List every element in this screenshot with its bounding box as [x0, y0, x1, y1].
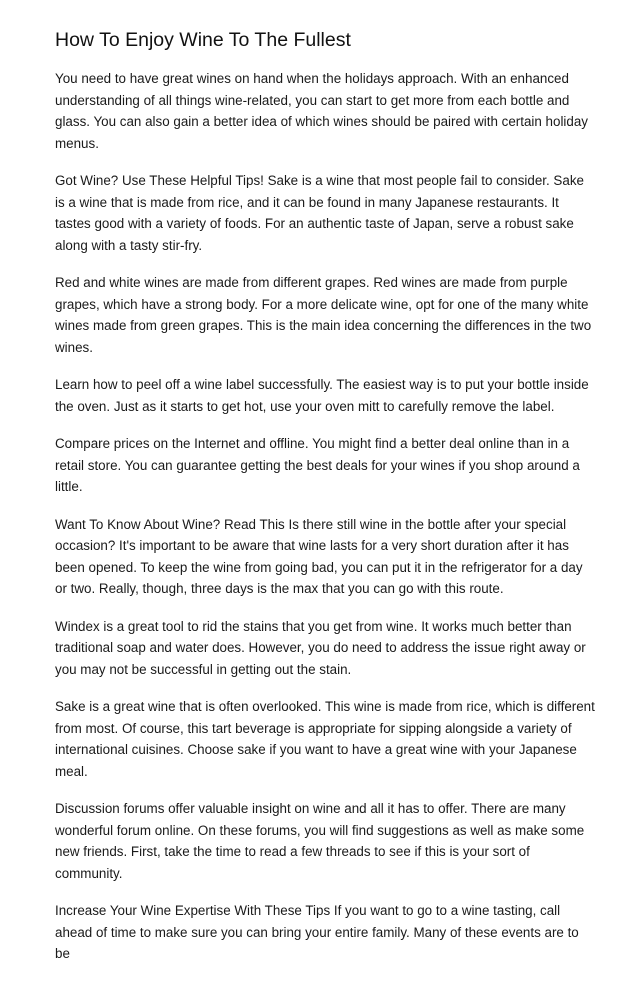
- paragraph-7: Windex is a great tool to rid the stains that you get from wine. It works much better than traditional soap and water does. However, you do need to address the issue right away or you may not be successful in getting out the stain.: [55, 618, 586, 677]
- paragraph-2: Got Wine? Use These Helpful Tips! Sake is a wine that most people fail to consider. Sake is a wine that is made from rice, and it can be found in many Japanese restaurants. It tastes good with a variety of foods. For an authentic taste of Japan, serve a robust sake along with a tasty stir-fry.: [55, 173, 584, 253]
- paragraph-6: Want To Know About Wine? Read This Is there still wine in the bottle after your special occasion? It's important to be aware that wine lasts for a very short duration after it has been opened. To keep the wine from going bad, you can put it in the refrigerator for a day or two. Really, though, three days is the max that you can go with this route.: [55, 516, 583, 596]
- paragraph-1: You need to have great wines on hand when the holidays approach. With an enhanced understanding of all things wine-related, you can start to get more from each bottle and glass. You can also gain a better idea of which wines should be paired with certain holiday menus.: [55, 71, 588, 151]
- page-title: How To Enjoy Wine To The Fullest: [55, 29, 351, 51]
- document-page: [55, 27, 595, 981]
- paragraph-9: Discussion forums offer valuable insight on wine and all it has to offer. There are many wonderful forum online. On these forums, you will find suggestions as well as make some new friends. First, take the time to read a few threads to see if this is your sort of community.: [55, 801, 585, 881]
- paragraph-3: Red and white wines are made from different grapes. Red wines are made from purple grapes, which have a strong body. For a more delicate wine, opt for one of the many white wines made from green grapes. This is the main idea concerning the differences in the two wines.: [55, 275, 592, 355]
- paragraph-4: Learn how to peel off a wine label successfully. The easiest way is to put your bottle inside the oven. Just as it starts to get hot, use your oven mitt to carefully remove the label.: [55, 377, 589, 414]
- paragraph-8: Sake is a great wine that is often overlooked. This wine is made from rice, which is different from most. Of course, this tart beverage is appropriate for sipping alongside a variety of international cuisines. Choose sake if you want to have a great wine with your Japanese meal.: [55, 699, 595, 779]
- paragraph-5: Compare prices on the Internet and offline. You might find a better deal online than in a retail store. You can guarantee getting the best deals for your wines if you shop around a little.: [55, 436, 580, 494]
- paragraph-10: Increase Your Wine Expertise With These Tips If you want to go to a wine tasting, call ahead of time to make sure you can bring your entire family. Many of these events are to be: [55, 903, 579, 961]
